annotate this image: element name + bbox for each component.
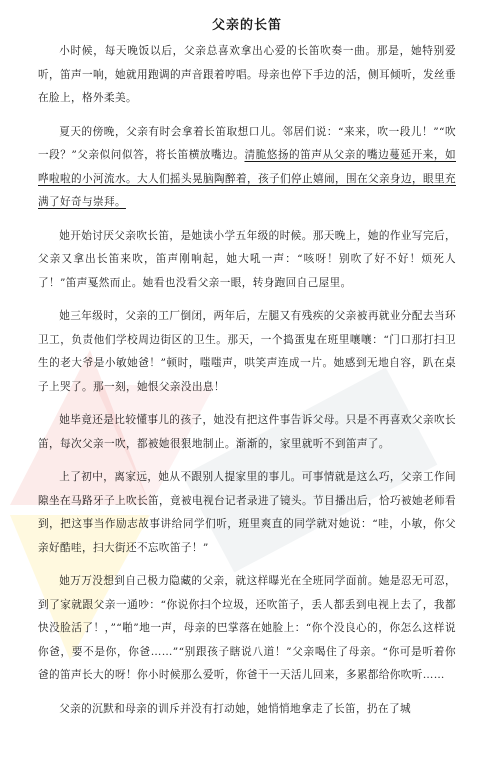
document-title: 父亲的长笛 — [211, 18, 282, 33]
paragraph-3 — [38, 225, 456, 296]
paragraph-6-text: 上了初中，离家远，她从不跟别人提家里的事儿。可事情就是这么巧，父亲工作间隙坐在马路牙子上吹长笛，竟被电视台记者录进了镜头。节目播出后，恰巧被她老师看到，把这事当作励志故事讲给同学们听，班里爽直的同学就对她说：“哇，小敏，你父亲好酷哇，扫大街还不忘吹笛子！” — [38, 471, 456, 554]
paragraph-7-text: 她万万没想到自己极力隐藏的父亲，就这样曝光在全班同学面前。她是忍无可忍，到了家就跟父亲一通吵：“你说你扫个垃圾，还吹笛子，丢人都丢到电视上去了，我都快没脸活了！，”“啪”地一声，母亲的巴掌落在她脸上：“你个没良心的，你怎么这样说你爸，要不是你，你爸……”“别跟孩子瞎说八道！”父亲喝住了母亲。“你可是听着你爸的笛声长大的呀！你小时候那么爱听，你爸干一天活儿回来，多累都给你吹听…… — [38, 575, 456, 681]
paragraph-2-text: 夏天的傍晚，父亲有时会拿着长笛取想口儿。邻居们说：“来来，吹一段儿！”“吹一段？”父亲似问似答，将长笛横放嘴边。 — [38, 125, 456, 161]
paragraph-2-underlined-text: 清脆悠扬的笛声从父亲的嘴边蔓延开来，如哗啦啦的小河流水。大人们摇头晃脑陶醉着，孩子们停止嬉闹，围在父亲身边，眼里充满了好奇与崇拜。 — [38, 149, 456, 208]
paragraph-6 — [38, 466, 456, 560]
paragraph-2 — [38, 121, 456, 215]
paragraph-1-text: 小时候，每天晚饭以后，父亲总喜欢拿出心爱的长笛吹奏一曲。那是，她特别爱听，笛声一响，她就用跑调的声音跟着哼唱。母亲也停下手边的活，侧耳倾听，发丝垂在脸上，格外柔美。 — [38, 45, 456, 104]
paragraph-5 — [38, 409, 456, 456]
paragraph-1 — [38, 40, 456, 111]
paragraph-4 — [38, 305, 456, 399]
paragraph-8 — [38, 698, 456, 722]
paragraph-3-text: 她开始讨厌父亲吹长笛，是她读小学五年级的时候。那天晚上，她的作业写完后，父亲又拿出长笛来吹，笛声刚响起，她大吼一声：“咳呀！别吹了好不好！烦死人了！”笛声戛然而止。她看也没看父亲一眼，转身跑回自己屋里。 — [38, 229, 456, 289]
paragraph-4-text: 她三年级时，父亲的工厂倒闭，两年后，左腿又有残疾的父亲被再就业分配去当环卫工，负责他们学校周边街区的卫生。那天，一个捣蛋鬼在班里嚷嚷：“门口那打扫卫生的老大爷是小敏她爸！”顿时，嗤嗤声，哄笑声连成一片。她感到无地自容，趴在桌子上哭了。那一刻，她恨父亲没出息！ — [38, 310, 456, 393]
paragraph-8-text: 父亲的沉默和母亲的训斥并没有打动她，她悄悄地拿走了长笛，扔在了城 — [59, 702, 411, 715]
paragraph-7 — [38, 570, 456, 688]
paragraph-5-text: 她毕竟还是比较懂事儿的孩子，她没有把这件事告诉父母。只是不再喜欢父亲吹长笛，每次父亲一吹，都被她很狠地制止。渐渐的，家里就听不到笛声了。 — [38, 414, 456, 450]
